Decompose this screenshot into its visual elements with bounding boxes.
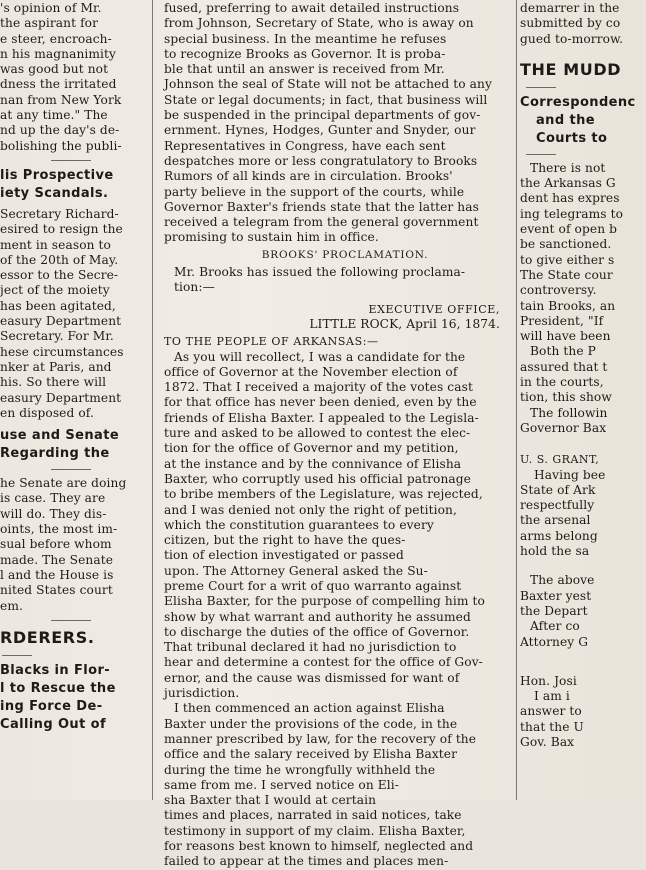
text-line: ture and asked to be allowed to contest the elec-	[164, 426, 471, 441]
text-line: tion:—	[174, 280, 215, 295]
proclamation-subhead: BROOKS' PROCLAMATION.	[261, 248, 429, 261]
text-line: I then commenced an action against Elisha	[174, 701, 445, 716]
text-line: Baxter, who corruptly used his official patronage	[164, 471, 471, 486]
right-column	[512, 0, 646, 800]
text-line: Both the P	[530, 344, 596, 359]
text-line: at the instance and by the connivance of Elisha	[164, 456, 462, 471]
text-line: Rumors of all kinds are in circulation. Brooks'	[164, 169, 453, 184]
text-line: promising to sustain him in office.	[164, 230, 379, 245]
proclamation-box	[164, 302, 526, 870]
text-line: ject of the moiety	[0, 283, 110, 298]
text-line: arms belong	[520, 528, 598, 543]
text-line: and I was denied not only the right of petition,	[164, 502, 457, 517]
text-line: Attorney G	[520, 634, 589, 649]
text-line: he Senate are doing	[0, 476, 127, 491]
text-line: despatches more or less congratulatory to Brooks	[164, 153, 478, 168]
text-line: show by what warrant and authority he assumed	[164, 609, 471, 624]
separator	[51, 620, 91, 621]
separator	[526, 87, 556, 88]
text-line: nd up the day's de-	[0, 123, 120, 138]
headline-the-muddle: THE MUDD	[520, 59, 622, 79]
text-line: dness the irritated	[0, 77, 117, 92]
right-article-text	[520, 161, 646, 436]
separator	[51, 469, 91, 470]
text-line: assured that t	[520, 359, 608, 374]
headline-line: use and Senate	[0, 428, 120, 444]
text-line: State of Ark	[520, 482, 596, 497]
text-line: is case. They are	[0, 491, 106, 506]
text-line: controversy.	[520, 283, 597, 298]
text-line: en disposed of.	[0, 405, 94, 420]
headline-line: Calling Out of	[0, 716, 107, 732]
text-line: Representatives in Congress, have each sent	[164, 138, 446, 153]
text-line: was good but not	[0, 62, 109, 77]
text-line: ment in season to	[0, 237, 111, 252]
left-article-text	[0, 207, 146, 421]
text-line: testimony in support of my claim. Elisha Baxter,	[164, 823, 466, 838]
left-article-text	[0, 476, 146, 614]
text-line: Having bee	[534, 467, 606, 482]
text-line: After co	[530, 619, 580, 634]
text-line: manner prescribed by law, for the recovery of the	[164, 731, 477, 746]
text-line: tion of election investigated or passed	[164, 548, 404, 563]
text-line: Governor Bax	[520, 420, 607, 435]
text-line: bolishing the publi-	[0, 138, 122, 153]
text-line: jurisdiction.	[164, 686, 240, 701]
text-line: 1872. That I received a majority of the votes cast	[164, 380, 473, 395]
text-line: Governor Baxter's friends state that the latter has	[164, 199, 479, 214]
text-line: Secretary Richard-	[0, 206, 119, 221]
text-line: same from me. I served notice on Eli-	[164, 777, 400, 792]
text-line: 's opinion of Mr.	[0, 1, 102, 15]
text-line: will have been	[520, 329, 611, 344]
text-line: dent has expres	[520, 191, 620, 206]
text-line: nan from New York	[0, 92, 122, 107]
text-line: Johnson the seal of State will not be attached to any	[164, 77, 492, 92]
text-line: event of open b	[520, 222, 618, 237]
text-line: President, "If	[520, 313, 604, 328]
proclamation-dateline: LITTLE ROCK, April 16, 1874.	[309, 316, 500, 331]
left-column	[0, 0, 146, 801]
text-line: hold the sa	[520, 544, 590, 559]
text-line: ing telegrams to	[520, 206, 624, 221]
text-line: at any time." The	[0, 108, 108, 123]
text-line: party believe in the support of the courts, while	[164, 184, 465, 199]
right-telegram-1	[520, 452, 646, 559]
text-line: which the constitution guarantees to every	[164, 517, 434, 532]
headline-line: and the	[536, 112, 595, 128]
text-line: Elisha Baxter, for the purpose of compelling him to	[164, 594, 485, 609]
text-line: Gov. Bax	[520, 734, 575, 749]
text-line: sual before whom	[0, 537, 112, 552]
text-line: the arsenal	[520, 513, 591, 528]
text-line: easury Department	[0, 390, 122, 405]
headline-line: Regarding the	[0, 446, 110, 462]
text-line: has been agitated,	[0, 298, 116, 313]
text-line: office of Governor at the November election of	[164, 364, 458, 379]
text-line: special business. In the meantime he refuses	[164, 31, 447, 46]
text-line: Secretary. For Mr.	[0, 329, 114, 344]
text-line: e steer, encroach-	[0, 31, 112, 46]
text-line: gued to-morrow.	[520, 31, 624, 46]
text-line: nited States court	[0, 583, 113, 598]
text-line: hese circumstances	[0, 344, 124, 359]
right-article-text	[520, 1, 646, 47]
text-line: That tribunal declared it had no jurisdiction to	[164, 640, 457, 655]
text-line: esired to resign the	[0, 222, 123, 237]
text-line: The above	[530, 573, 595, 588]
text-line: the Depart	[520, 603, 588, 618]
headline-line: ing Force De-	[0, 698, 103, 714]
text-line: will do. They dis-	[0, 506, 107, 521]
text-line: tion for the office of Governor and my petition,	[164, 441, 459, 456]
text-line: preme Court for a writ of quo warranto against	[164, 578, 462, 593]
text-line: tion, this show	[520, 390, 612, 405]
text-line: essor to the Secre-	[0, 268, 119, 283]
left-article-text	[0, 1, 146, 154]
text-line: citizen, but the right to have the ques-	[164, 533, 406, 548]
headline-line: Correspondenc	[520, 94, 636, 110]
text-line: U. S. GRANT,	[520, 453, 600, 467]
headline-line: Courts to	[536, 130, 608, 146]
executive-office-heading: EXECUTIVE OFFICE,	[368, 302, 500, 316]
text-line: to bribe members of the Legislature, was rejected,	[164, 487, 483, 502]
text-line: to give either s	[520, 252, 615, 267]
right-telegram-2	[520, 674, 646, 750]
text-line: The followin	[530, 405, 608, 420]
column-rule	[152, 0, 153, 800]
text-line: for reasons best known to himself, neglected and	[164, 839, 474, 854]
text-line: The State cour	[520, 267, 613, 282]
text-line: received a telegram from the general government	[164, 215, 479, 230]
text-line: to recognize Brooks as Governor. It is proba-	[164, 46, 446, 61]
text-line: fused, preferring to await detailed instructions	[164, 1, 460, 15]
text-line: Hon. Josi	[520, 673, 577, 688]
text-line: nker at Paris, and	[0, 359, 112, 374]
text-line: respectfully	[520, 498, 595, 513]
left-headline-florida	[0, 662, 146, 734]
text-line: his. So there will	[0, 375, 107, 390]
text-line: sha Baxter that I would at certain	[164, 793, 377, 808]
text-line: oints, the most im-	[0, 522, 118, 537]
text-line: that the U	[520, 719, 584, 734]
text-line: times and places, narrated in said notices, take	[164, 808, 462, 823]
text-line: em.	[0, 598, 23, 613]
text-line: friends of Elisha Baxter. I appealed to the Legisla-	[164, 410, 479, 425]
text-line: demarrer in the	[520, 1, 620, 15]
text-line: As you will recollect, I was a candidate for the	[174, 349, 466, 364]
text-line: for that office has never been denied, even by the	[164, 395, 477, 410]
text-line: submitted by co	[520, 16, 621, 31]
text-line: easury Department	[0, 314, 122, 329]
text-line: during the time he wrongfully withheld the	[164, 762, 436, 777]
text-line: n his magnanimity	[0, 46, 117, 61]
text-line: ernor, and the cause was dismissed for want of	[164, 670, 460, 685]
text-line: l and the House is	[0, 567, 114, 582]
text-line: tain Brooks, an	[520, 298, 616, 313]
text-line: to discharge the duties of the office of Governor.	[164, 624, 470, 639]
text-line: Mr. Brooks has issued the following proclama-	[174, 265, 466, 280]
text-line: ble that until an answer is received from Mr.	[164, 62, 445, 77]
text-line: made. The Senate	[0, 552, 114, 567]
text-line: in the courts,	[520, 375, 604, 390]
text-line: hear and determine a contest for the office of Gov-	[164, 655, 483, 670]
text-line: office and the salary received by Elisha Baxter	[164, 747, 458, 762]
left-headline-moiety	[0, 167, 146, 203]
separator	[526, 154, 556, 155]
text-line: be suspended in the principal departments of gov-	[164, 108, 481, 123]
left-headline-senate	[0, 427, 146, 463]
text-line: the aspirant for	[0, 16, 99, 31]
proclamation-intro	[164, 265, 526, 296]
text-line: Baxter under the provisions of the code, in the	[164, 716, 458, 731]
headline-line: lis Prospective	[0, 167, 114, 183]
text-line: ernment. Hynes, Hodges, Gunter and Snyder, our	[164, 123, 476, 138]
text-line: State or legal documents; in fact, that business will	[164, 92, 488, 107]
text-line: upon. The Attorney General asked the Su-	[164, 563, 428, 578]
text-line: There is not	[530, 160, 606, 175]
text-line: failed to appear at the times and places men-	[164, 854, 449, 869]
text-line: Baxter yest	[520, 588, 592, 603]
separator	[51, 160, 91, 161]
headline-murderers: RDERERS.	[0, 627, 95, 647]
headline-line: l to Rescue the	[0, 680, 116, 696]
separator	[2, 655, 32, 656]
text-line: the Arkansas G	[520, 176, 616, 191]
middle-column	[158, 0, 526, 869]
text-line: be sanctioned.	[520, 237, 612, 252]
proclamation-text	[164, 350, 526, 870]
headline-line: iety Scandals.	[0, 185, 109, 201]
text-line: I am i	[534, 689, 570, 704]
brooks-report-text	[164, 1, 526, 246]
proclamation-salutation: TO THE PEOPLE OF ARKANSAS:—	[164, 335, 379, 349]
headline-line: Blacks in Flor-	[0, 662, 111, 678]
right-subheadline	[520, 94, 646, 148]
text-line: from Johnson, Secretary of State, who is away on	[164, 16, 474, 31]
text-line: answer to	[520, 704, 582, 719]
right-article-text	[520, 573, 646, 649]
text-line: of the 20th of May.	[0, 252, 119, 267]
